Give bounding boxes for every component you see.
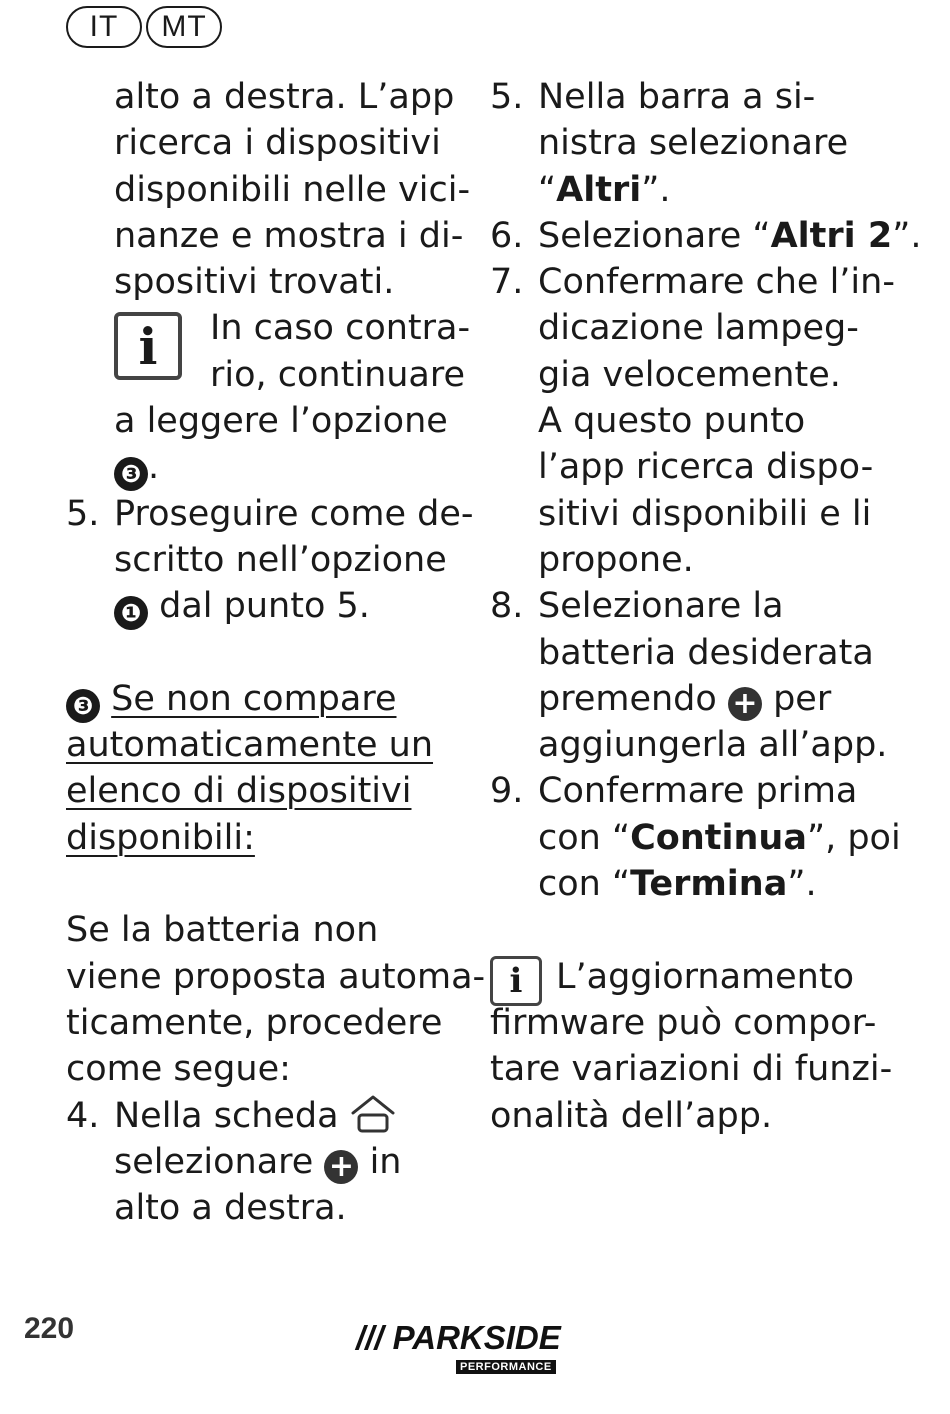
right-column bbox=[490, 74, 922, 1139]
step-text: con “ bbox=[538, 864, 631, 905]
step-text-line bbox=[490, 676, 910, 722]
step-9-line bbox=[490, 768, 910, 814]
quote: ”. bbox=[641, 169, 671, 210]
step-number: 6. bbox=[490, 215, 524, 256]
step-number: 8. bbox=[490, 586, 524, 627]
step-text: ”, poi bbox=[806, 817, 901, 858]
language-badges bbox=[66, 6, 226, 48]
section-heading: automaticamente un bbox=[66, 725, 434, 766]
step-text: Nella scheda bbox=[114, 1095, 350, 1136]
step-text: batteria desiderata bbox=[538, 632, 874, 673]
step-text: Proseguire come de- bbox=[114, 493, 474, 534]
info-icon: i bbox=[114, 312, 182, 380]
step-8-line bbox=[490, 583, 910, 629]
menu-label: Altri 2 bbox=[770, 215, 893, 256]
step-text: con “ bbox=[538, 817, 631, 858]
quote: “ bbox=[538, 169, 557, 210]
parkside-logo bbox=[356, 1319, 576, 1373]
step-5-line bbox=[66, 491, 474, 537]
button-label: Termina bbox=[630, 864, 788, 905]
paragraph-line: ticamente, procedere bbox=[66, 1002, 443, 1043]
paragraph-line: Se la batteria non bbox=[66, 910, 379, 951]
step-text: A questo punto bbox=[538, 401, 806, 442]
text-line: spositivi trovati. bbox=[114, 262, 395, 303]
note-text: firmware può compor- bbox=[490, 1002, 877, 1043]
note-line: In caso contra- bbox=[210, 308, 471, 349]
section-heading: Se non compare bbox=[111, 678, 397, 719]
step-text: dicazione lampeg- bbox=[538, 308, 859, 349]
step-4-line bbox=[66, 1093, 466, 1139]
button-label: Continua bbox=[630, 817, 807, 858]
step-text-line bbox=[490, 167, 910, 213]
paragraph-line: viene proposta automa- bbox=[66, 956, 486, 997]
note-text: tare variazioni di funzi- bbox=[490, 1049, 893, 1090]
step-text: Selezionare “ bbox=[538, 215, 771, 256]
step-text: gia velocemente. bbox=[538, 354, 841, 395]
section-3-icon: ❸ bbox=[66, 689, 100, 723]
step-text-line bbox=[66, 583, 466, 629]
text-line: disponibili nelle vici- bbox=[114, 169, 471, 210]
section-heading-line bbox=[66, 676, 466, 722]
step-number: 7. bbox=[490, 262, 524, 303]
step-ref-1-icon: ❶ bbox=[114, 596, 148, 630]
step-number: 4. bbox=[66, 1095, 100, 1136]
section-heading-line bbox=[66, 768, 466, 814]
step-number: 9. bbox=[490, 771, 524, 812]
step-text: sitivi disponibili e li bbox=[538, 493, 872, 534]
text-line: ricerca i dispositivi bbox=[114, 123, 441, 164]
note-text: L’aggiornamento bbox=[556, 956, 854, 997]
step-text: in bbox=[358, 1141, 402, 1182]
section-heading: elenco di dispositivi bbox=[66, 771, 412, 812]
step-text: nistra selezionare bbox=[538, 123, 849, 164]
step-6-line bbox=[490, 213, 922, 259]
step-text: premendo bbox=[538, 678, 728, 719]
section-heading-line bbox=[66, 815, 466, 861]
step-text: Selezionare la bbox=[538, 586, 784, 627]
step-text: ”. bbox=[892, 215, 922, 256]
add-icon: + bbox=[324, 1150, 358, 1184]
note-period: . bbox=[148, 447, 160, 488]
language-badge-mt: MT bbox=[146, 6, 222, 48]
step-text: Nella barra a si- bbox=[538, 77, 816, 117]
note-line: rio, continuare bbox=[210, 354, 466, 395]
step-5-line bbox=[490, 74, 910, 120]
info-icon: i bbox=[490, 956, 542, 1006]
step-text: propone. bbox=[538, 539, 694, 580]
step-text: dal punto 5. bbox=[148, 586, 370, 627]
section-heading: disponibili: bbox=[66, 817, 255, 858]
step-text-line bbox=[490, 861, 910, 907]
step-7-line bbox=[490, 259, 910, 305]
step-text: scritto nell’opzione bbox=[114, 539, 447, 580]
step-number: 5. bbox=[490, 77, 524, 117]
step-text-line bbox=[490, 815, 910, 861]
step-text-line bbox=[66, 1139, 466, 1185]
step-text: aggiungerla all’app. bbox=[538, 725, 888, 766]
step-text: Confermare prima bbox=[538, 771, 858, 812]
add-icon: + bbox=[728, 687, 762, 721]
text-line: alto a destra. L’app bbox=[114, 77, 455, 117]
paragraph-line: come segue: bbox=[66, 1049, 291, 1090]
note-text: onalità dell’app. bbox=[490, 1095, 773, 1136]
menu-label: Altri bbox=[556, 169, 642, 210]
page-number: 220 bbox=[24, 1312, 75, 1345]
step-text: Confermare che l’in- bbox=[538, 262, 895, 303]
note-line: a leggere l’opzione bbox=[114, 401, 448, 442]
step-text: selezionare bbox=[114, 1141, 325, 1182]
text-line: nanze e mostra i di- bbox=[114, 215, 464, 256]
step-text: ”. bbox=[787, 864, 817, 905]
step-number: 5. bbox=[66, 493, 100, 534]
step-text: per bbox=[761, 678, 832, 719]
left-column bbox=[66, 74, 486, 1231]
section-heading-line bbox=[66, 722, 466, 768]
step-text: alto a destra. bbox=[114, 1188, 347, 1229]
language-badge-it: IT bbox=[66, 6, 142, 48]
brand-name: /// PARKSIDE bbox=[356, 1319, 561, 1356]
note-line bbox=[490, 954, 910, 1000]
step-ref-3-icon: ❸ bbox=[114, 457, 148, 491]
brand-subline: PERFORMANCE bbox=[456, 1360, 556, 1374]
step-text: l’app ricerca dispo- bbox=[538, 447, 874, 488]
note-line bbox=[66, 444, 466, 490]
